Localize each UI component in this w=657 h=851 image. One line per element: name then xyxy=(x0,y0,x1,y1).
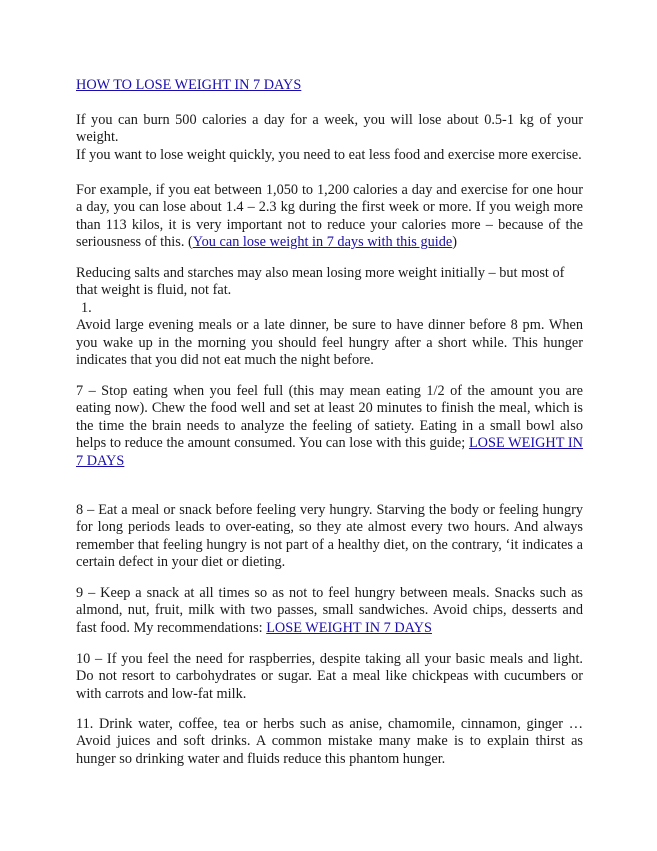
intro-paragraph-2: If you want to lose weight quickly, you need to eat less food and exercise more exercise. xyxy=(76,147,582,163)
item-7-link[interactable]: LOSE WEIGHT IN 7 DAYS xyxy=(76,435,584,469)
intro-paragraph-3-text: For example, if you eat between 1,050 to 1,200 calories a day and exercise for one hour a day, you can lose about 1.4 – 2.3 kg during the first week or more. If you weigh more than 113 kilos, it is very important not to reduce your calories more – because of the seriousness of this. ( xyxy=(76,182,583,251)
item-9 xyxy=(76,585,583,637)
intro-paragraph-1: If you can burn 500 calories a day for a week, you will lose about 0.5-1 kg of your weight. xyxy=(76,112,583,146)
page-title xyxy=(76,77,301,94)
item-1-text: Avoid large evening meals or a late dinner, be sure to have dinner before 8 pm. When you wake up in the morning you should feel hungry after a short while. This hunger indicates that you did not eat much the night before. xyxy=(76,317,583,369)
item-1-number: 1. xyxy=(81,300,92,316)
item-1 xyxy=(76,300,583,370)
title-link[interactable]: HOW TO LOSE WEIGHT IN 7 DAYS xyxy=(76,77,302,93)
item-11: 11. Drink water, coffee, tea or herbs such as anise, chamomile, cinnamon, ginger … Avoid juices and soft drinks. A common mistake many make is to explain thirst as hunger so drinking water and fluids reduce this phantom hunger. xyxy=(76,716,583,767)
item-9-link[interactable]: LOSE WEIGHT IN 7 DAYS xyxy=(266,619,432,636)
item-8: 8 – Eat a meal or snack before feeling very hungry. Starving the body or feeling hungry for long periods leads to over-eating, so they ate almost every two hours. And always remember that feeling hungry is not part of a healthy diet, on the contrary, ‘it indicates a certain defect in your diet or dieting. xyxy=(76,502,583,571)
item-7 xyxy=(76,383,583,470)
intro-paragraph-3 xyxy=(76,182,583,252)
reducing-paragraph: Reducing salts and starches may also mean losing more weight initially – but most of that weight is fluid, not fat. xyxy=(76,265,565,299)
item-10: 10 – If you feel the need for raspberries, despite taking all your basic meals and light. Do not resort to carbohydrates or sugar. Eat a meal like chickpeas with cucumbers or with carrots and low-fat milk. xyxy=(76,651,583,702)
intro-paragraph-3-end: ) xyxy=(452,234,457,251)
item-9-text: 9 – Keep a snack at all times so as not to feel hungry between meals. Snacks such as almond, nut, fruit, milk with two passes, small sandwiches. Avoid chips, desserts and fast food. My recommendations: xyxy=(76,585,583,636)
guide-link[interactable]: You can lose weight in 7 days with this guide xyxy=(192,234,453,251)
item-7-text: 7 – Stop eating when you feel full (this may mean eating 1/2 of the amount you are eating now). Chew the food well and set at least 20 minutes to finish the meal, which is the time the brain needs to analyze the feeling of satiety. Eating in a small bowl also helps to reduce the amount consumed. You can lose with this guide; xyxy=(76,383,583,452)
